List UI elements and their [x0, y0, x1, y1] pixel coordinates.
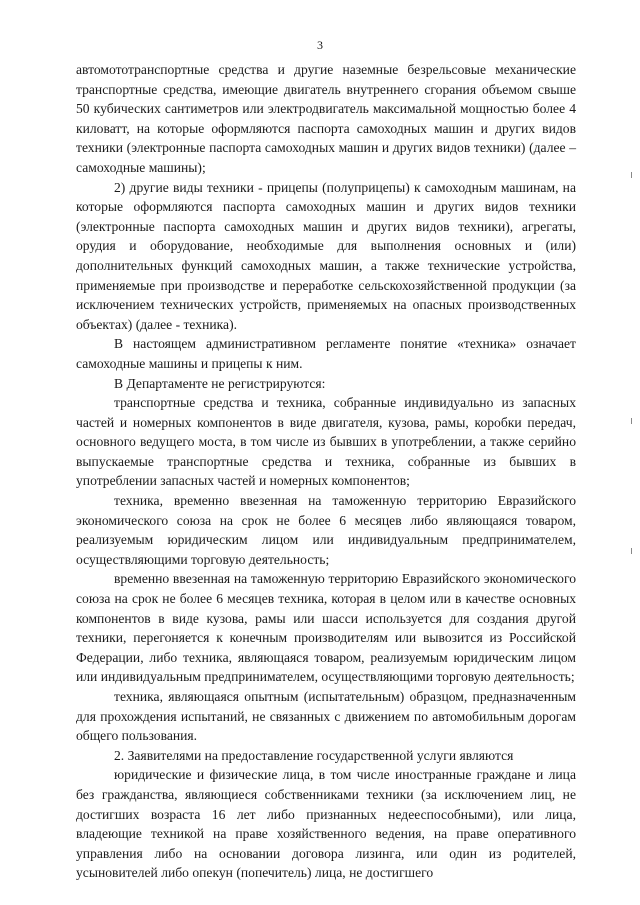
paragraph-exclusion-assembled: транспортные средства и техника, собранные индивидуально из запасных частей и номерных компонентов в виде двигателя, кузова, рамы, коробки передач, основного ведущего моста, в том числе из бывших в употреблении, а также серийно выпускаемые транспортные средства и техника, собранные из бывших в употреблении запасных частей и номерных компонентов;	[76, 395, 576, 489]
margin-mark-top	[631, 172, 632, 178]
page-number: 3	[317, 38, 323, 52]
paragraph-exclusion-temporary-components: временно ввезенная на таможенную территорию Евразийского экономического союза на срок не более 6 месяцев техника, которая в целом или в качестве основных компонентов в виде кузова, рамы или шасси используется для создания другой техники, перегоняется к конечным производителям или вывозится из Российской Федерации, либо техника, являющаяся товаром, реализуемым юридическим лицом или индивидуальным предпринимателем, осуществляющими торговую деятельность;	[76, 571, 576, 685]
paragraph-exclusion-prototype: техника, являющаяся опытным (испытательным) образцом, предназначенным для прохождения испытаний, не связанных с движением по автомобильным дорогам общего пользования.	[76, 689, 576, 744]
paragraph-not-registered-heading: В Департаменте не регистрируются:	[114, 375, 326, 391]
paragraph-other-equipment: 2) другие виды техники - прицепы (полуприцепы) к самоходным машинам, на которые оформляются паспорта самоходных машин и других видов техники (электронные паспорта самоходных машин и других видов техники), агрегаты, орудия и оборудование, необходимые для выполнения основных и (или) дополнительных функций самоходных машин, а также технические устройства, применяемые при производстве и переработке сельскохозяйственной продукции (за исключением технических устройств, применяемых на опасных производственных объектах) (далее - техника).	[76, 179, 576, 332]
document-body	[76, 60, 576, 883]
paragraph-term-definition: В настоящем административном регламенте понятие «техника» означает самоходные машины и прицепы к ним.	[76, 336, 576, 371]
paragraph-applicants-heading: 2. Заявителями на предоставление государственной услуги являются	[114, 747, 514, 763]
paragraph-exclusion-temporary-import: техника, временно ввезенная на таможенную территорию Евразийского экономического союза на срок не более 6 месяцев либо являющаяся товаром, реализуемым юридическим лицом или индивидуальным предпринимателем, осуществляющими торговую деятельность;	[76, 493, 576, 567]
paragraph-applicants-list: юридические и физические лица, в том числе иностранные граждане и лица без гражданства, являющиеся собственниками техники (за исключением лиц, не достигших возраста 16 лет либо признанных недееспособными), или лица, владеющие техникой на праве хозяйственного ведения, на праве оперативного управления либо на основании договора лизинга, или один из родителей, усыновителей либо опекун (попечитель) лица, не достигшего	[76, 767, 576, 881]
paragraph-vehicles: автомототранспортные средства и другие наземные безрельсовые механические транспортные средства, имеющие двигатель внутреннего сгорания объемом свыше 50 кубических сантиметров или электродвигатель максимальной мощностью более 4 киловатт, на которые оформляются паспорта самоходных машин и других видов техники (электронные паспорта самоходных машин и других видов техники) (далее – самоходные машины);	[76, 62, 576, 175]
margin-mark-bottom	[631, 548, 632, 554]
margin-mark-middle	[631, 418, 632, 424]
